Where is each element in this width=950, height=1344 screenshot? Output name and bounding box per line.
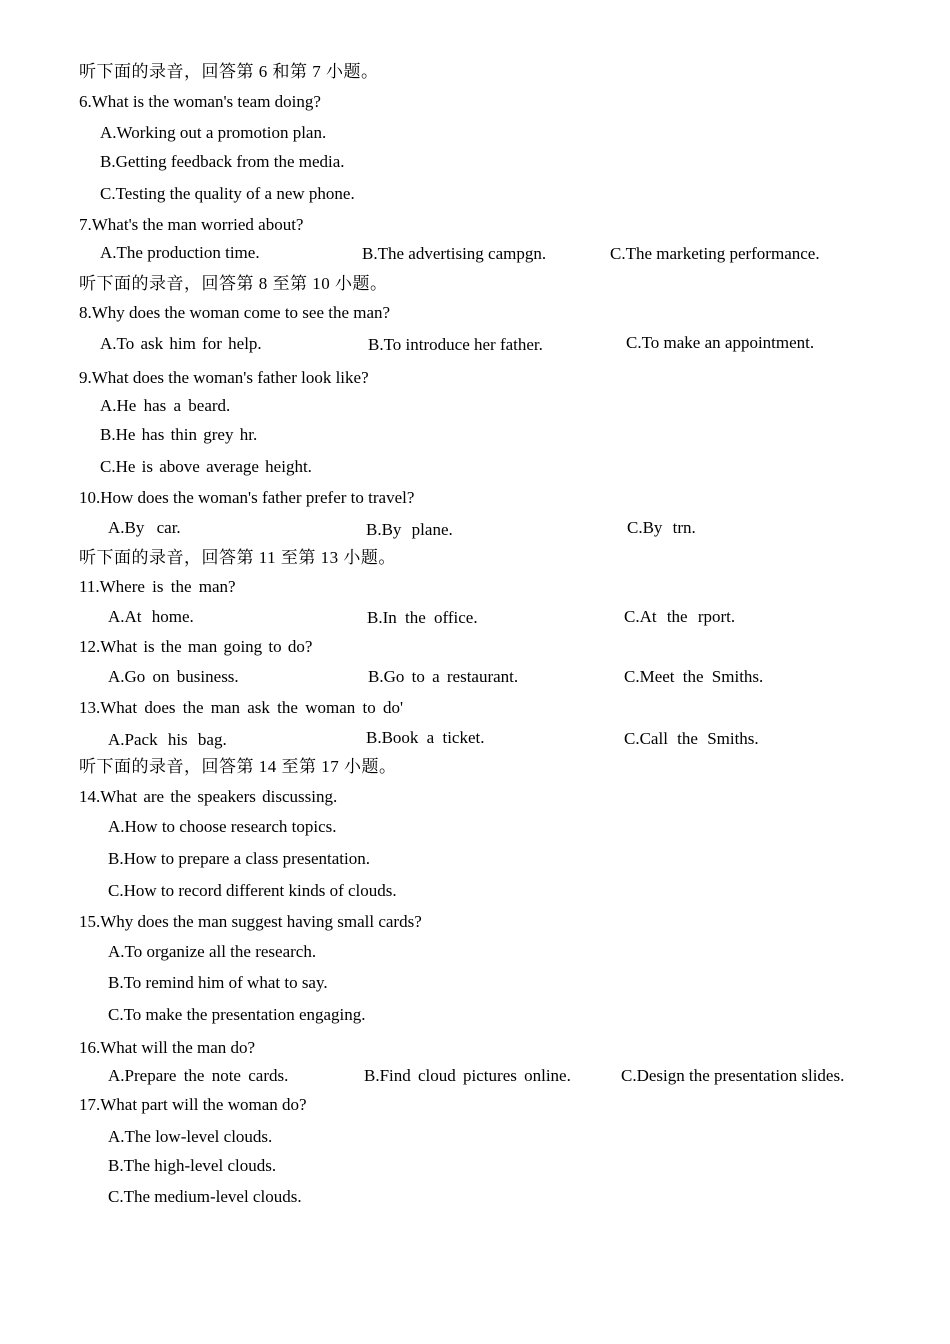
- section-instruction: 听下面的录音，回答第 14 至第 17 小题。: [79, 757, 397, 776]
- question-15-option-b: B.To remind him of what to say.: [108, 973, 328, 992]
- question-10-option-c: C.By trn.: [627, 518, 696, 537]
- section-instruction: 听下面的录音，回答第 8 至第 10 小题。: [79, 274, 388, 293]
- question-11-option-b: B.In the office.: [367, 608, 478, 627]
- question-14-option-c: C.How to record different kinds of clouds.: [108, 881, 397, 900]
- question-13-option-b: B.Book a ticket.: [366, 728, 485, 747]
- question-8: 8.Why does the woman come to see the man?: [79, 303, 391, 322]
- question-6-option-c: C.Testing the quality of a new phone.: [100, 184, 355, 203]
- question-14-option-a: A.How to choose research topics.: [108, 817, 337, 836]
- question-12-option-c: C.Meet the Smiths.: [624, 667, 764, 686]
- question-10-option-a: A.By car.: [108, 518, 181, 537]
- question-16-option-b: B.Find cloud pictures online.: [364, 1066, 571, 1085]
- question-14-option-b: B.How to prepare a class presentation.: [108, 849, 370, 868]
- question-11-option-a: A.At home.: [108, 607, 194, 626]
- question-15-option-a: A.To organize all the research.: [108, 942, 317, 961]
- question-6: 6.What is the woman's team doing?: [79, 92, 321, 111]
- question-9: 9.What does the woman's father look like?: [79, 368, 369, 387]
- question-7-option-b: B.The advertising campgn.: [362, 244, 547, 263]
- section-instruction: 听下面的录音，回答第 6 和第 7 小题。: [79, 62, 379, 81]
- question-6-option-a: A.Working out a promotion plan.: [100, 123, 327, 142]
- question-6-option-b: B.Getting feedback from the media.: [100, 152, 345, 171]
- question-15-option-c: C.To make the presentation engaging.: [108, 1005, 366, 1024]
- question-17-option-c: C.The medium-level clouds.: [108, 1187, 302, 1206]
- question-11-option-c: C.At the rport.: [624, 607, 736, 626]
- question-17: 17.What part will the woman do?: [79, 1095, 307, 1114]
- question-12-option-a: A.Go on business.: [108, 667, 239, 686]
- question-8-option-b: B.To introduce her father.: [368, 335, 543, 354]
- question-9-option-a: A.He has a beard.: [100, 396, 231, 415]
- question-8-option-c: C.To make an appointment.: [626, 333, 815, 352]
- question-15: 15.Why does the man suggest having small cards?: [79, 912, 422, 931]
- question-10-option-b: B.By plane.: [366, 520, 453, 539]
- question-9-option-c: C.He is above average height.: [100, 457, 312, 476]
- question-13-option-c: C.Call the Smiths.: [624, 729, 759, 748]
- question-7-option-a: A.The production time.: [100, 243, 260, 262]
- question-9-option-b: B.He has thin grey hr.: [100, 425, 258, 444]
- question-13: 13.What does the man ask the woman to do': [79, 698, 404, 717]
- question-17-option-b: B.The high-level clouds.: [108, 1156, 277, 1175]
- question-16-option-c: C.Design the presentation slides.: [621, 1066, 845, 1085]
- question-16-option-a: A.Prepare the note cards.: [108, 1066, 289, 1085]
- question-12-option-b: B.Go to a restaurant.: [368, 667, 519, 686]
- question-13-option-a: A.Pack his bag.: [108, 730, 227, 749]
- question-14: 14.What are the speakers discussing.: [79, 787, 338, 806]
- question-7: 7.What's the man worried about?: [79, 215, 304, 234]
- question-16: 16.What will the man do?: [79, 1038, 256, 1057]
- question-12: 12.What is the man going to do?: [79, 637, 313, 656]
- question-10: 10.How does the woman's father prefer to travel?: [79, 488, 415, 507]
- section-instruction: 听下面的录音，回答第 11 至第 13 小题。: [79, 548, 396, 567]
- question-17-option-a: A.The low-level clouds.: [108, 1127, 273, 1146]
- question-8-option-a: A.To ask him for help.: [100, 334, 262, 353]
- question-7-option-c: C.The marketing performance.: [610, 244, 820, 263]
- question-11: 11.Where is the man?: [79, 577, 236, 596]
